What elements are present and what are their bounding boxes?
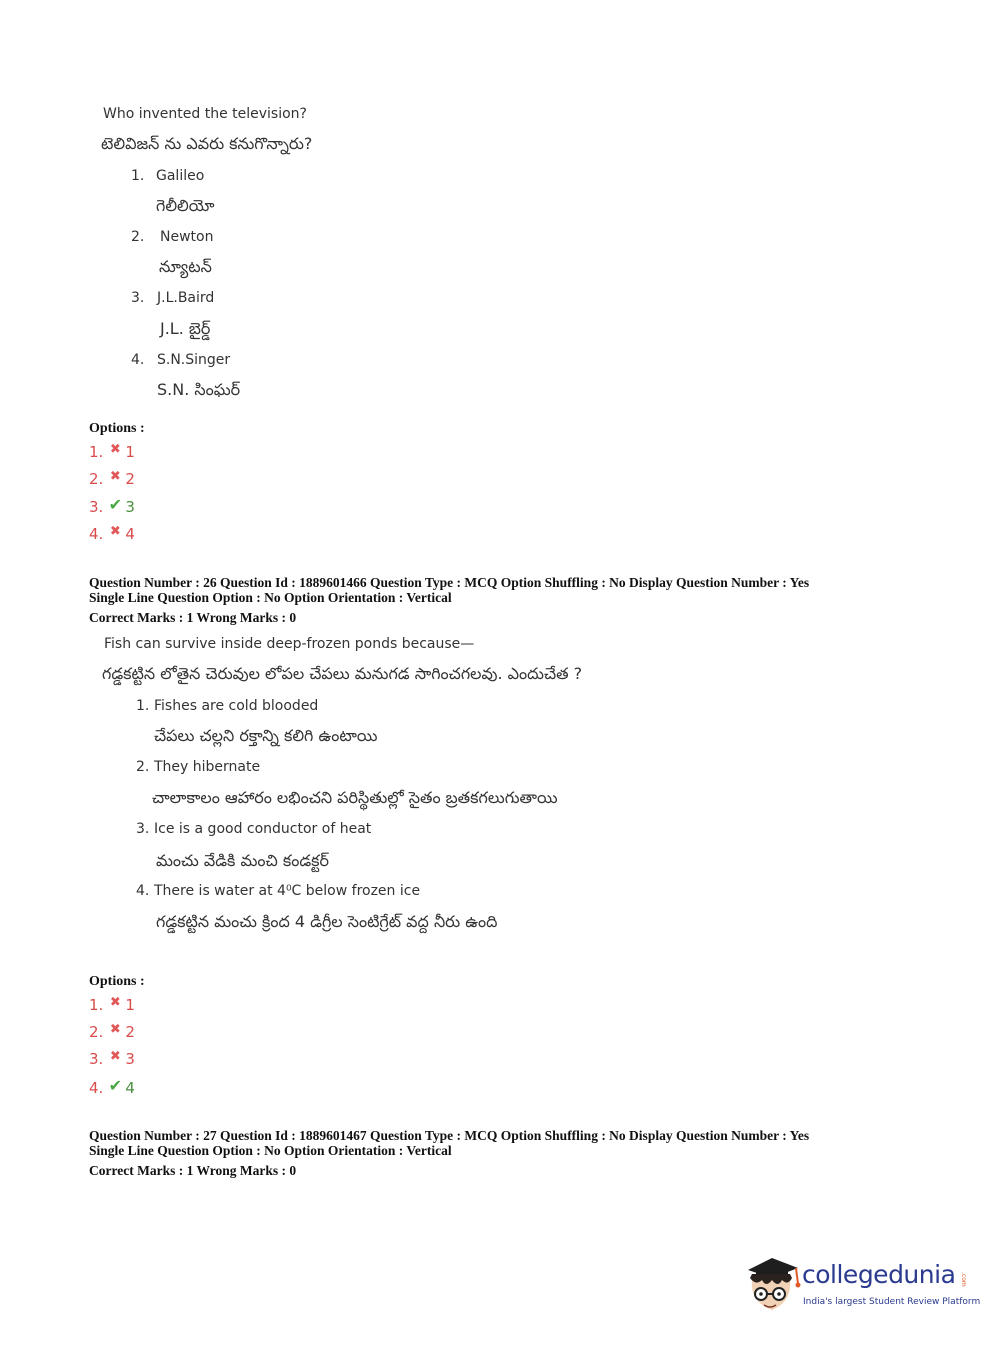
question-meta-line: Single Line Question Option : No Option Orientation : Vertical — [89, 590, 452, 605]
option-number: 2. — [89, 470, 104, 488]
question-meta — [89, 575, 809, 625]
choice-number: 2. — [136, 759, 150, 775]
option-number: 4. — [89, 1079, 104, 1097]
question-meta-line: Question Number : 26 Question Id : 1889601466 Question Type : MCQ Option Shuffling : No Display Question Number : Yes — [89, 575, 810, 590]
option-value: 1 — [125, 996, 135, 1014]
choice-text-en: Ice is a good conductor of heat — [154, 821, 372, 837]
option-row — [89, 1023, 135, 1043]
choice-text-en: There is water at 4⁰C below frozen ice — [154, 883, 421, 899]
question-meta-line: Question Number : 27 Question Id : 1889601467 Question Type : MCQ Option Shuffling : No Display Question Number : Yes — [89, 1128, 810, 1143]
choice-text-en: Fishes are cold blooded — [154, 698, 319, 714]
cross-icon: ✖ — [109, 469, 121, 484]
logo-wordmark: collegedunia — [802, 1260, 956, 1289]
logo-domain: .com — [960, 1272, 967, 1287]
option-row — [89, 525, 135, 545]
choice-number: 4. — [131, 352, 145, 368]
cross-icon: ✖ — [109, 442, 121, 457]
choice-number: 2. — [131, 229, 145, 245]
option-value: 3 — [125, 498, 135, 516]
choice-text-en: Galileo — [156, 168, 205, 184]
question-text-te: టెలివిజన్ ను ఎవరు కనుగొన్నారు? — [101, 134, 313, 153]
collegedunia-logo — [742, 1250, 981, 1320]
choice-text-te: న్యూటన్ — [159, 257, 212, 276]
choice-text-te: చాలాకాలం ఆహారం లభించని పరిస్థితుల్లో సైతం బ్రతకగలుగుతాయి — [152, 788, 558, 807]
choice-text-en: J.L.Baird — [157, 290, 215, 306]
choice-number: 1. — [131, 168, 145, 184]
choice-text-en: Newton — [160, 229, 214, 245]
option-row — [89, 996, 135, 1016]
question-text-te: గడ్డకట్టిన లోతైన చెరువుల లోపల చేపలు మనుగడ సాగించగలవు. ఎందుచేత ? — [102, 664, 583, 683]
option-row — [89, 443, 135, 463]
check-icon: ✔ — [108, 1076, 123, 1095]
option-number: 2. — [89, 1023, 104, 1041]
choice-text-en: S.N.Singer — [157, 352, 231, 368]
option-value: 4 — [125, 1079, 135, 1097]
marks-line: Correct Marks : 1 Wrong Marks : 0 — [89, 1163, 297, 1178]
question-text-en: Fish can survive inside deep-frozen ponds because— — [104, 636, 475, 652]
choice-number: 3. — [131, 290, 145, 306]
choice-number: 4. — [136, 883, 150, 899]
choice-number: 3. — [136, 821, 150, 837]
option-number: 3. — [89, 1050, 104, 1068]
option-number: 1. — [89, 996, 104, 1014]
option-number: 4. — [89, 525, 104, 543]
cross-icon: ✖ — [109, 1022, 121, 1037]
option-value: 2 — [125, 1023, 135, 1041]
choice-text-te: గెలీలియో — [156, 196, 215, 215]
question-text-en: Who invented the television? — [103, 106, 307, 122]
option-row — [89, 470, 135, 490]
option-value: 1 — [125, 443, 135, 461]
option-value: 2 — [125, 470, 135, 488]
option-number: 1. — [89, 443, 104, 461]
options-heading: Options : — [89, 421, 145, 436]
cross-icon: ✖ — [109, 995, 121, 1010]
option-value: 3 — [125, 1050, 135, 1068]
marks-line: Correct Marks : 1 Wrong Marks : 0 — [89, 610, 297, 625]
choice-text-te: చేపలు చల్లని రక్తాన్ని కలిగి ఉంటాయి — [154, 726, 378, 745]
option-number: 3. — [89, 498, 104, 516]
question-meta — [89, 1128, 809, 1178]
option-row-correct — [89, 1078, 135, 1098]
mascot-icon — [742, 1250, 802, 1316]
cross-icon: ✖ — [109, 1049, 121, 1064]
choice-text-te: గడ్డకట్టిన మంచు క్రింద 4 డిగ్రీల సెంటిగ్రేట్ వద్ద నీరు ఉంది — [156, 912, 498, 931]
option-value: 4 — [125, 525, 135, 543]
option-row — [89, 1050, 135, 1070]
choice-text-te: S.N. సింఘర్ — [157, 380, 241, 399]
cross-icon: ✖ — [109, 524, 121, 539]
choice-text-en: They hibernate — [154, 759, 261, 775]
choice-text-te: J.L. బైర్డ్ — [160, 319, 211, 338]
option-row-correct — [89, 497, 135, 517]
choice-text-te: మంచు వేడికి మంచి కండక్టర్ — [156, 851, 330, 870]
question-meta-line: Single Line Question Option : No Option Orientation : Vertical — [89, 1143, 452, 1158]
options-heading: Options : — [89, 974, 145, 989]
choice-number: 1. — [136, 698, 150, 714]
logo-tagline: India's largest Student Review Platform — [803, 1297, 981, 1307]
check-icon: ✔ — [108, 495, 123, 514]
